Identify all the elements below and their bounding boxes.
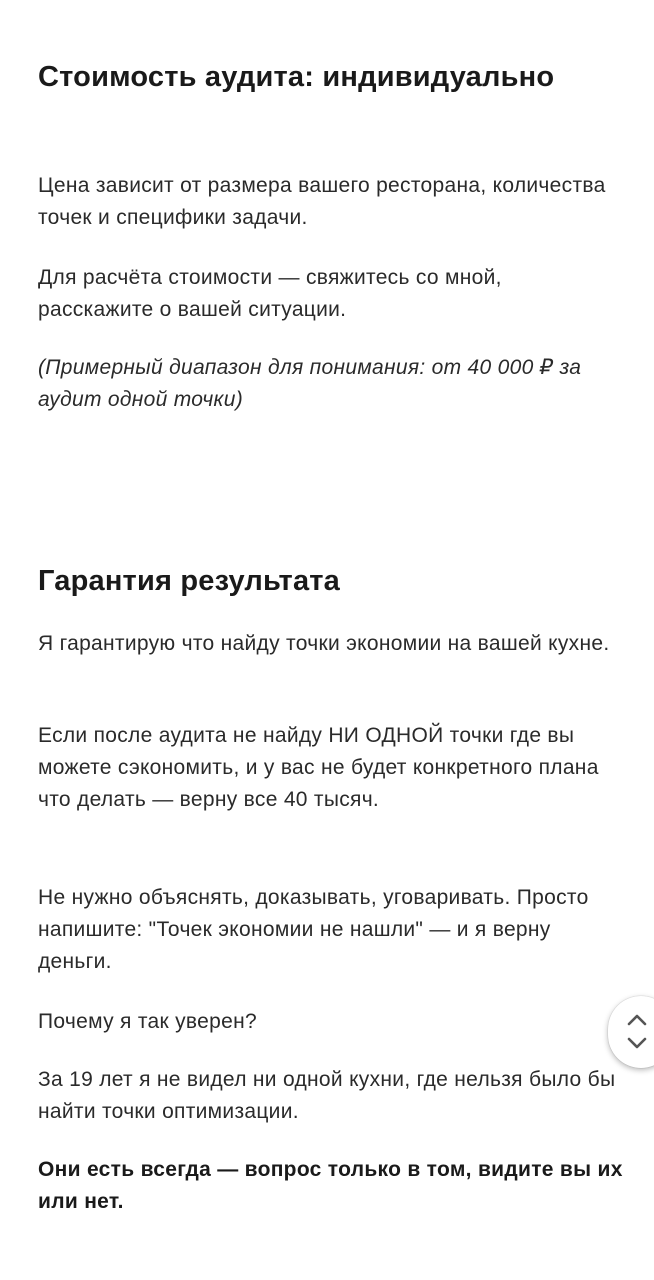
price-paragraph-2: Для расчёта стоимости — свяжитесь со мной, расскажите о вашей ситуации.: [38, 266, 502, 321]
guarantee-conclusion: Они есть всегда — вопрос только в том, видите вы их или нет.: [38, 1158, 623, 1213]
guarantee-paragraph-2: Если после аудита не найду НИ ОДНОЙ точки где вы можете сэкономить, и у вас не будет конкретного плана что делать — верну все 40 тысяч.: [38, 724, 599, 811]
price-range-note: (Примерный диапазон для понимания: от 40 000 ₽ за аудит одной точки): [38, 356, 582, 411]
price-section-title: Стоимость аудита: индивидуально: [38, 61, 555, 93]
price-paragraph-1: Цена зависит от размера вашего ресторана, количества точек и специфики задачи.: [38, 174, 606, 229]
scroll-navigation-widget[interactable]: [608, 996, 654, 1068]
guarantee-paragraph-3: Не нужно объяснять, доказывать, уговаривать. Просто напишите: "Точек экономии не нашли" — и я верну деньги.: [38, 886, 589, 973]
guarantee-section-title: Гарантия результата: [38, 565, 340, 597]
guarantee-question: Почему я так уверен?: [38, 1010, 257, 1033]
chevron-up-icon[interactable]: [626, 1013, 648, 1027]
guarantee-paragraph-1: Я гарантирую что найду точки экономии на вашей кухне.: [38, 632, 610, 655]
chevron-down-icon[interactable]: [626, 1036, 648, 1050]
guarantee-paragraph-5: За 19 лет я не видел ни одной кухни, где нельзя было бы найти точки оптимизации.: [38, 1068, 616, 1123]
